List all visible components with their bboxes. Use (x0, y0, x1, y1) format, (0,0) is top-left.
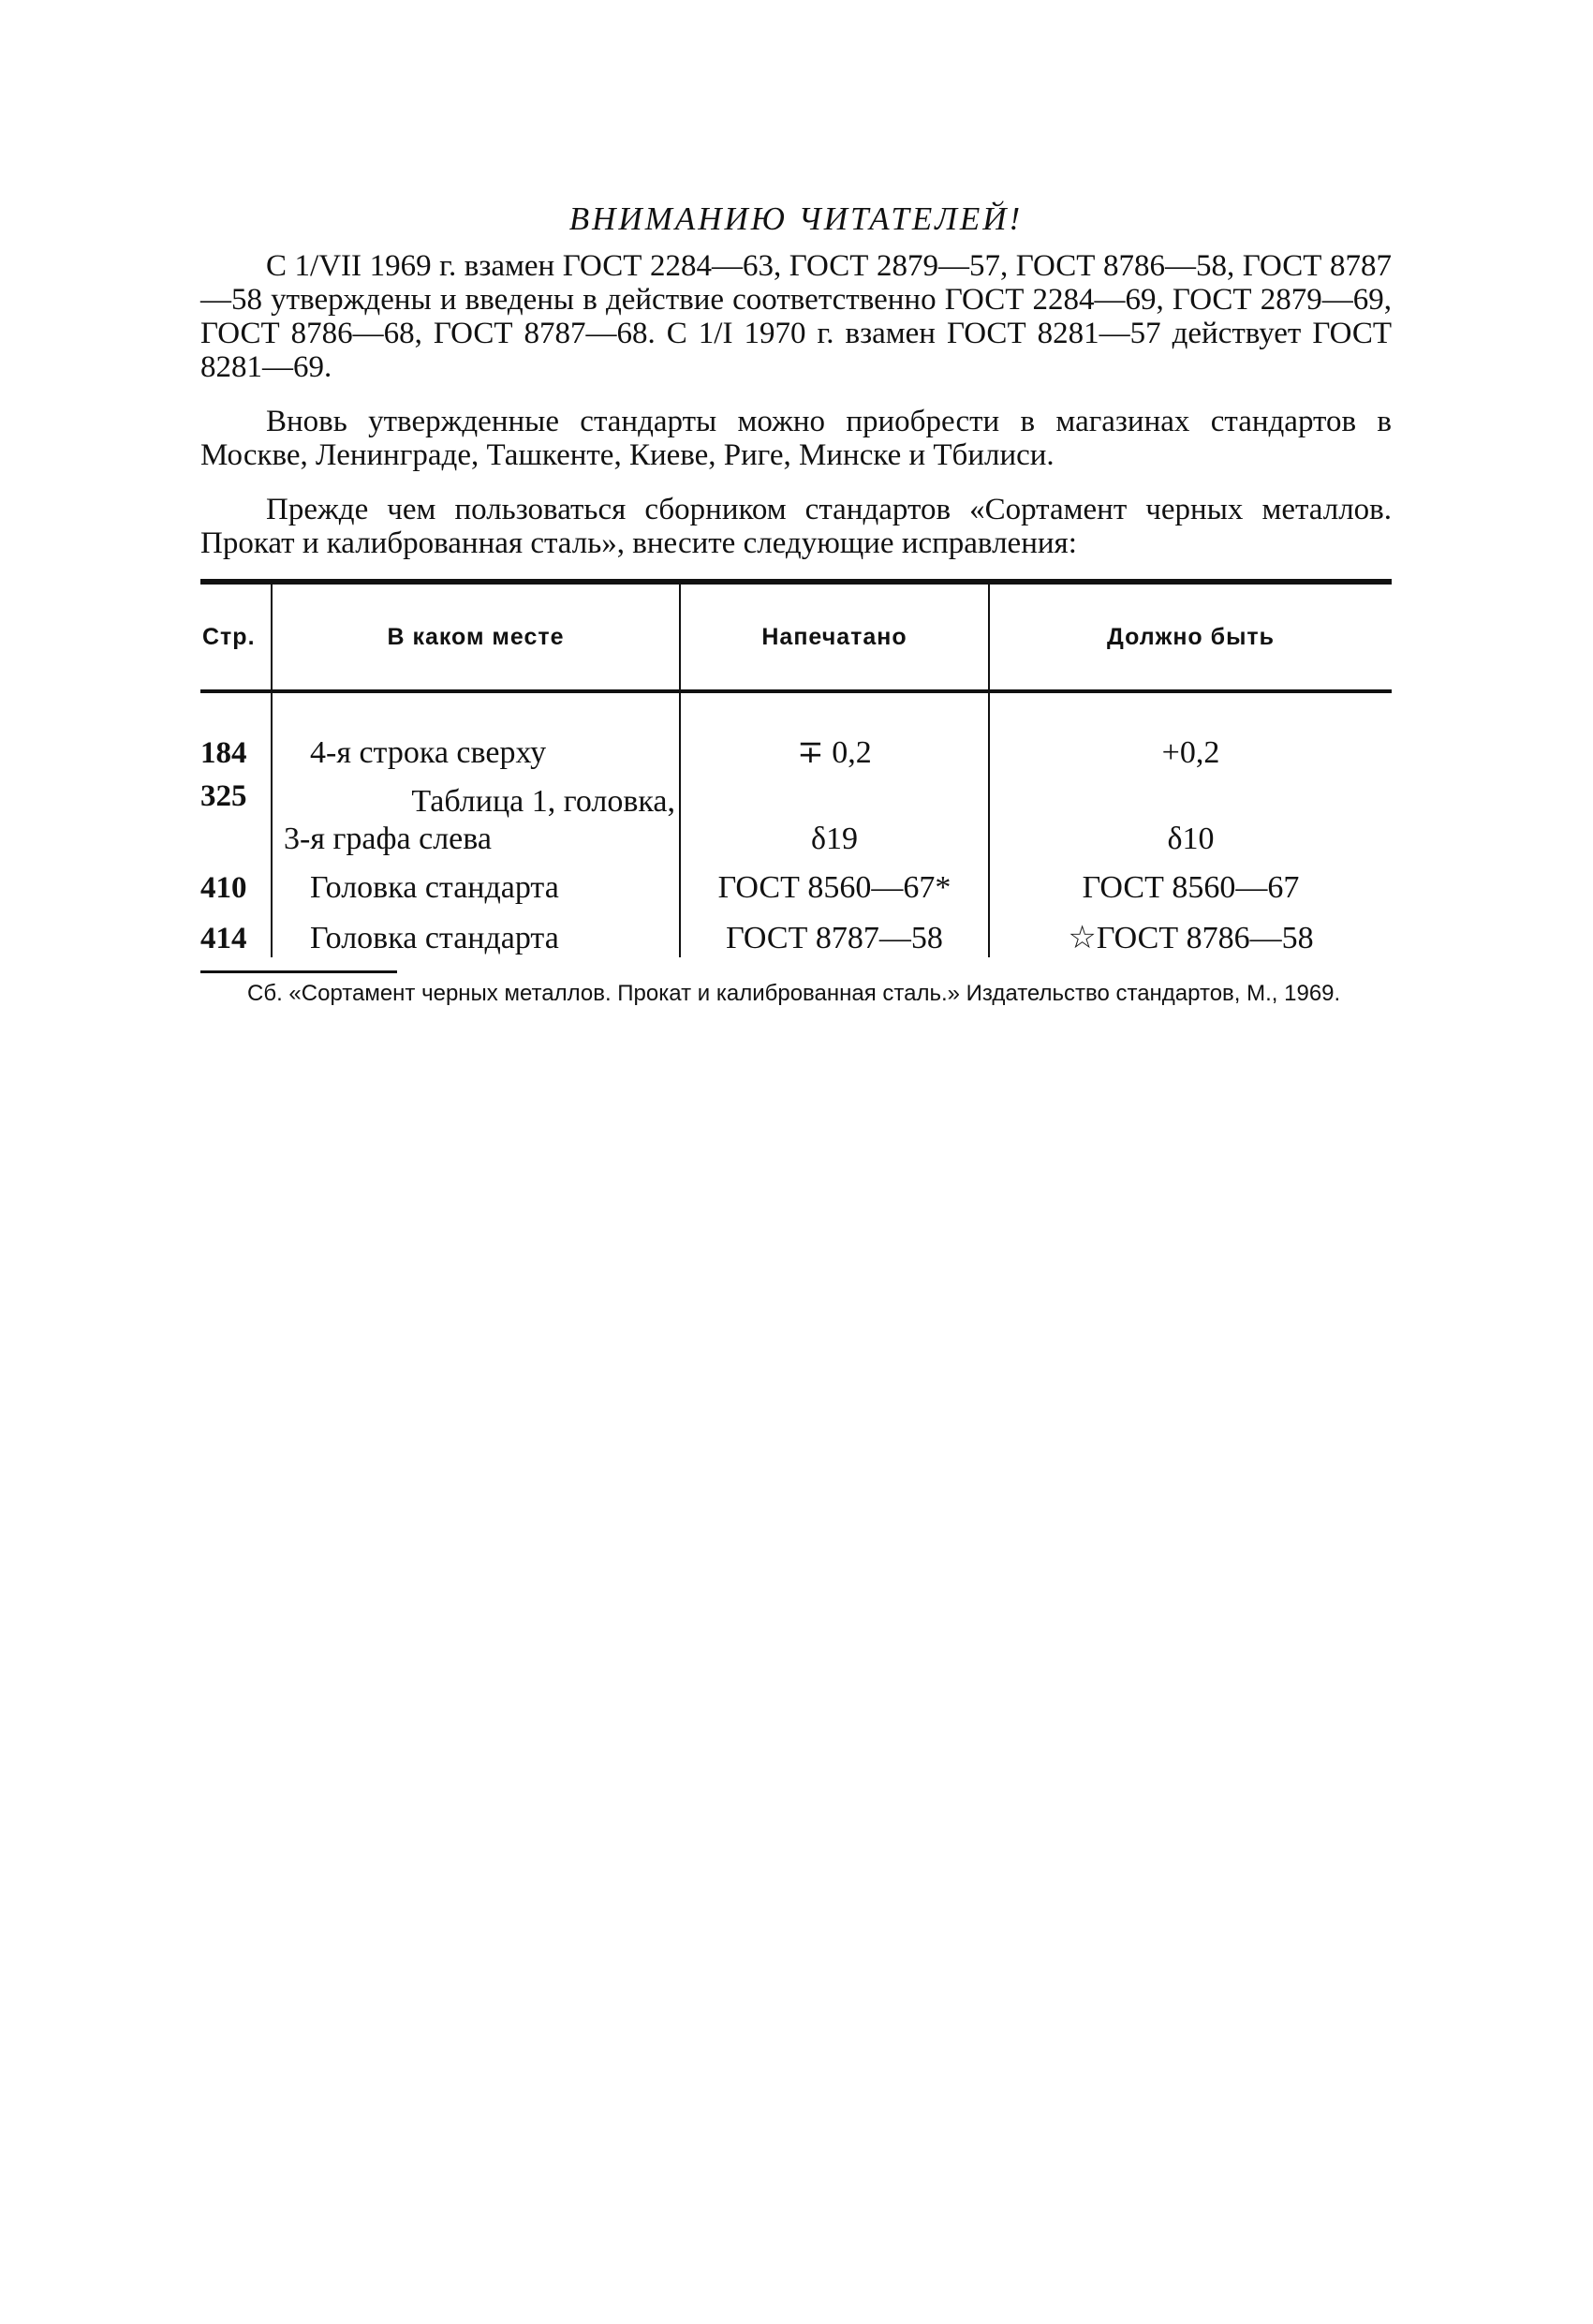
row-place: 4-я строка сверху (272, 691, 680, 772)
notice-heading: ВНИМАНИЮ ЧИТАТЕЛЕЙ! (568, 200, 1024, 237)
header-page: Стр. (200, 582, 272, 691)
row-printed: ГОСТ 8560—67* (680, 858, 989, 907)
row-place: Головка стандарта (272, 907, 680, 957)
table-row (200, 858, 1392, 907)
row-place: Головка стандарта (272, 858, 680, 907)
row-printed: δ19 (680, 772, 989, 858)
table-row (200, 691, 1392, 772)
row-printed: ГОСТ 8787—58 (680, 907, 989, 957)
row-should-be: δ10 (989, 772, 1392, 858)
paragraph-where-to-buy: Вновь утвержденные стандарты можно приобрести в магазинах стандартов в Москве, Ленинграде, Ташкенте, Киеве, Риге, Минске и Тбилиси. (200, 405, 1392, 472)
corrections-table (200, 579, 1392, 957)
header-should-be: Должно быть (989, 582, 1392, 691)
footnote-divider (200, 970, 397, 973)
header-place: В каком месте (272, 582, 680, 691)
table-row (200, 772, 1392, 858)
row-page-number: 410 (200, 871, 247, 905)
row-place (272, 772, 680, 858)
header-printed: Напечатано (680, 582, 989, 691)
row-page-number: 414 (200, 922, 247, 955)
paragraph-replacement-notice: С 1/VII 1969 г. взамен ГОСТ 2284—63, ГОСТ 2879—57, ГОСТ 8786—58, ГОСТ 8787—58 утверждены и введены в действие соответственно ГОСТ 2284—69, ГОСТ 2879—69, ГОСТ 8786—68, ГОСТ 8787—68. С 1/I 1970 г. взамен ГОСТ 8281—57 действует ГОСТ 8281—69. (200, 249, 1392, 384)
row-should-be: ГОСТ 8560—67 (989, 858, 1392, 907)
table-header-row (200, 582, 1392, 691)
row-page-number: 184 (200, 736, 247, 770)
row-should-be: +0,2 (989, 691, 1392, 772)
paragraph-corrections-intro: Прежде чем пользоваться сборником стандартов «Сортамент черных металлов. Прокат и калиброванная сталь», внесите следующие исправления: (200, 493, 1392, 560)
row-place-line2: 3-я графа слева (284, 822, 492, 856)
footnote: Сб. «Сортамент черных металлов. Прокат и калиброванная сталь.» Издательство стандартов, М., 1969. (247, 981, 1341, 1006)
table-row (200, 907, 1392, 957)
document-page (200, 187, 1392, 1007)
row-printed: ∓ 0,2 (680, 691, 989, 772)
row-page-number: 325 (200, 779, 247, 813)
row-place-line1: Таблица 1, головка, (411, 784, 675, 819)
row-should-be: ☆ГОСТ 8786—58 (989, 907, 1392, 957)
